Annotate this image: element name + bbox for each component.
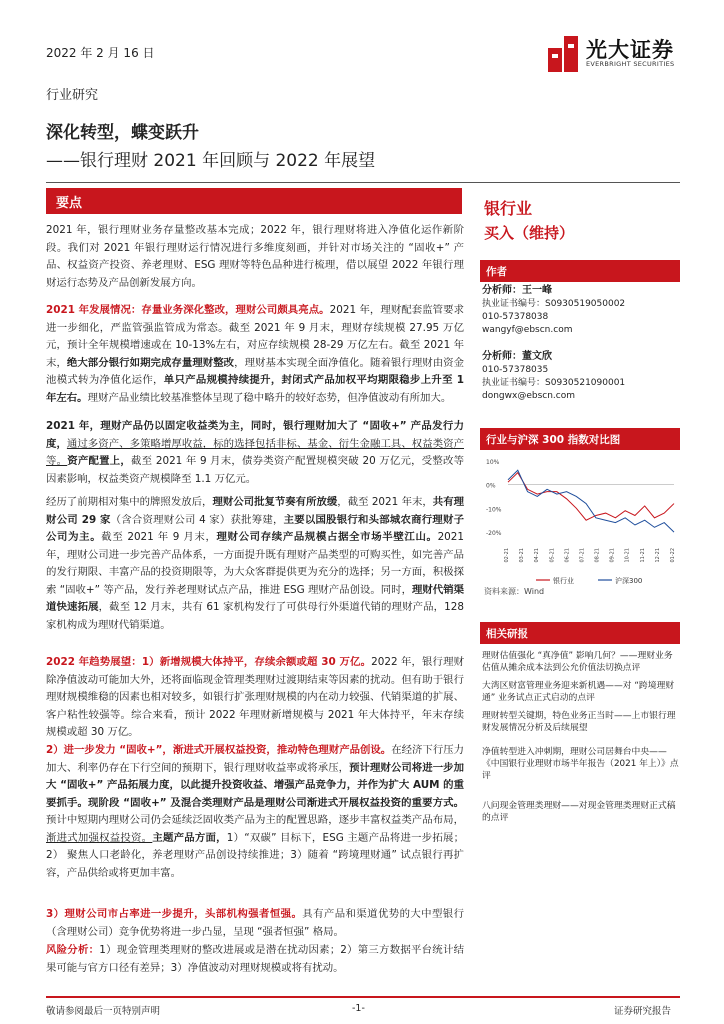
report-title: 深化转型，蝶变跃升 bbox=[46, 123, 199, 143]
logo-text-en: EVERBRIGHT SECURITIES bbox=[586, 60, 675, 68]
body-paragraph-6: 2）进一步发力 “固收+”，渐进式开展权益投资，推动特色理财产品创设。在经济下行压力加大、利率仍存在下行空间的预期下，银行理财收益率或将承压，预计理财公司将进一步加大 “固收+” 产品拓展力度，以此提升投资收益、增强产品竞争力，并作为扩大 AUM 的重要抓手。现阶段 “固收+” 及混合类理财产品是理财公司渐进式开展权益投资的重要方式。预计中短期内理财公司仍会延续泛固收类产品为主的配置思路，逐步丰富权益类产品布局，渐进式加强权益投资。主题产品方面，1）“双碳” 目标下，ESG 主题产品将进一步拓展；2） 聚焦人口老龄化，养老理财产品创设持续推进；3）随着 “跨境理财通” 试点银行再扩容，产品供给或将更加丰富。 bbox=[46, 744, 465, 879]
related-report-5[interactable]: 八问现金管理类理财——对现金管理类理财正式稿的点评 bbox=[482, 801, 676, 823]
section-heading: 3）理财公司市占率进一步提升，头部机构强者恒强。 bbox=[46, 908, 303, 920]
x-tick-label: 10-21 bbox=[624, 548, 631, 563]
section-heading: 2022 年趋势展望：1）新增规模大体持平，存续余额或超 30 万亿。 bbox=[46, 656, 372, 668]
report-category: 行业研究 bbox=[46, 88, 99, 103]
chart-source: 资料来源：Wind bbox=[484, 587, 545, 596]
related-bar: 相关研报 bbox=[480, 622, 680, 644]
legend-label: 银行业 bbox=[553, 577, 574, 585]
x-tick-label: 06-21 bbox=[564, 548, 571, 563]
series-line-bank bbox=[508, 473, 674, 521]
logo-mark-icon bbox=[546, 34, 582, 74]
header-divider bbox=[46, 182, 680, 183]
y-tick-label: 0% bbox=[486, 482, 496, 490]
section-heading: 2021 年发展情况：存量业务深化整改，理财公司颇具亮点。 bbox=[46, 304, 330, 316]
page-number: -1- bbox=[352, 1003, 365, 1014]
y-tick-label: -10% bbox=[486, 506, 502, 514]
analyst-2: 分析师：董文欣 010-57378035 执业证书编号：S0930521090001 dongwx@ebscn.com bbox=[482, 351, 626, 401]
logo-text-cn: 光大证券 bbox=[586, 38, 674, 62]
body-paragraph-1: 2021 年，银行理财业务存量整改基本完成；2022 年，银行理财将进入净值化运作新阶段。我们对 2021 年银行理财运行情况进行多维度刻画，并针对市场关注的 “固收+” 产品、权益资产投资、养老理财、ESG 理财等特色品种进行梳理，借以展望 2022 年银行理财运行态势及产品创新发展方向。 bbox=[46, 224, 464, 289]
x-tick-label: 04-21 bbox=[534, 548, 541, 563]
x-tick-label: 08-21 bbox=[594, 548, 601, 563]
risk-paragraph: 风险分析：1）现金管理类理财的整改进展或是潜在扰动因素；2）第三方数据平台统计结果可能与官方口径有差异；3）净值波动对理财规模或将有扰动。 bbox=[46, 944, 465, 974]
x-tick-label: 12-21 bbox=[654, 548, 661, 563]
body-paragraph-2: 2021 年发展情况：存量业务深化整改，理财公司颇具亮点。2021 年，理财配套监管要求进一步细化，严监管强监管成为常态。截至 2021 年 9 月末，理财存续规模 27.95 万亿元，预计全年规模增速或在 10-13%左右，对应存续规模 28-29 万亿左右。截至 2021 年末，绝大部分银行如期完成存量理财整改，理财基本实现全面净值化。随着银行理财由资金池模式转为净值化运作，单只产品规模持续提升，封闭式产品加权平均期限稳步上升至 1 年左右。理财产品业绩比较基准整体呈现了稳中略升的较好态势，但净值波动有所加大。 bbox=[46, 304, 465, 404]
body-paragraph-5: 2022 年趋势展望：1）新增规模大体持平，存续余额或超 30 万亿。2022 年，银行理财除净值波动可能加大外，还将面临现金管理类理财过渡期结束等因素的扰动。但有助于银行理财规模维稳的因素也相对较多，如银行扩张理财规模的内在动力较强、代销渠道的扩展、客户粘性较强等。综合来看，预计 2022 年理财新增规模与 2021 年大体持平，年末存续规模或超 30 万亿。 bbox=[46, 656, 465, 738]
analyst-name: 分析师：王一峰 bbox=[482, 285, 552, 296]
footer-report-type: 证券研究报告 bbox=[614, 1006, 672, 1017]
body-paragraph-4: 经历了前期相对集中的牌照发放后，理财公司批复节奏有所放缓，截至 2021 年末，共有理财公司 29 家（含合资理财公司 4 家）获批筹建，主要以国股银行和头部城农商行理财子公司为主。截至 2021 年 9 月末，理财公司存续产品规模占据全市场半壁江山。2021 年，理财公司进一步完善产品体系，一方面提升既有理财产品类型的可购买性，如完善产品的发行期限、丰富产品的投资期限等，为大众客群提供更为充分的选择；另一方面，积极探索 “固收+” 等产品，发行养老理财试点产品，推进 ESG 理财产品创设。同时，理财代销渠道快速拓展，截至 12 月末，共有 61 家机构发行了可供母行外渠道代销的理财产品，128 家机构成为理财代销渠道。 bbox=[46, 496, 465, 631]
legend-label: 沪深300 bbox=[615, 577, 643, 585]
y-tick-label: -20% bbox=[486, 530, 502, 538]
x-tick-label: 07-21 bbox=[579, 548, 586, 563]
chart-bar: 行业与沪深 300 指数对比图 bbox=[480, 428, 680, 450]
footer-divider bbox=[46, 996, 680, 998]
body-paragraph-3: 2021 年，理财产品仍以固定收益类为主，同时，银行理财加大了 “固收+” 产品发行力度，通过多资产、多策略增厚收益，标的选择包括非标、基金、衍生金融工具、权益类资产等。资产配置上，截至 2021 年 9 月末，债券类资产配置规模突破 20 万亿元，受整改等因素影响，权益类资产规模降至 1.1 万亿元。 bbox=[46, 420, 465, 485]
key-points-bar bbox=[46, 188, 462, 214]
report-date: 2022 年 2 月 16 日 bbox=[46, 46, 155, 60]
related-report-2[interactable]: 大湾区财富管理业务迎来新机遇——对 “跨境理财通” 业务试点正式启动的点评 bbox=[482, 681, 675, 703]
index-comparison-chart bbox=[484, 452, 680, 592]
y-tick-label: 10% bbox=[486, 458, 500, 466]
analyst-name: 分析师：董文欣 bbox=[482, 351, 552, 362]
section-heading: 2）进一步发力 “固收+”，渐进式开展权益投资，推动特色理财产品创设。 bbox=[46, 744, 392, 756]
x-tick-label: 09-21 bbox=[609, 548, 616, 563]
x-tick-label: 05-21 bbox=[549, 548, 556, 563]
x-tick-label: 01-22 bbox=[670, 548, 676, 563]
x-tick-label: 03-21 bbox=[519, 548, 526, 563]
x-tick-label: 02-21 bbox=[504, 548, 510, 563]
x-tick-label: 11-21 bbox=[639, 548, 646, 563]
related-report-4[interactable]: 净值转型进入冲刺期，理财公司居舞台中央——《中国银行业理财市场半年报告（2021 年上）》点评 bbox=[482, 747, 679, 781]
risk-heading: 风险分析： bbox=[46, 944, 100, 956]
author-bar: 作者 bbox=[480, 260, 680, 282]
related-report-3[interactable]: 理财转型关键期，特色业务正当时——上市银行理财发展情况分析及后续展望 bbox=[482, 711, 676, 733]
footer-disclaimer: 敬请参阅最后一页特别声明 bbox=[46, 1006, 161, 1017]
key-points-label: 要点 bbox=[56, 196, 83, 211]
company-logo bbox=[546, 34, 696, 76]
report-subtitle: ——银行理财 2021 年回顾与 2022 年展望 bbox=[46, 151, 376, 171]
series-line-csi300 bbox=[508, 470, 674, 532]
body-paragraph-7: 3）理财公司市占率进一步提升，头部机构强者恒强。具有产品和渠道优势的大中型银行（含理财公司）竞争优势将进一步凸显，呈现 “强者恒强” 格局。 bbox=[46, 908, 465, 938]
analyst-1: 分析师：王一峰 执业证书编号：S0930519050002 010-57378038 wangyf@ebscn.com bbox=[482, 285, 626, 335]
sector-label: 银行业 bbox=[484, 199, 533, 218]
rating-label: 买入（维持） bbox=[484, 224, 575, 242]
related-report-1[interactable]: 理财估值强化 “真净值” 影响几何？——理财业务估值从摊余成本法到公允价值法切换点评 bbox=[482, 651, 673, 673]
